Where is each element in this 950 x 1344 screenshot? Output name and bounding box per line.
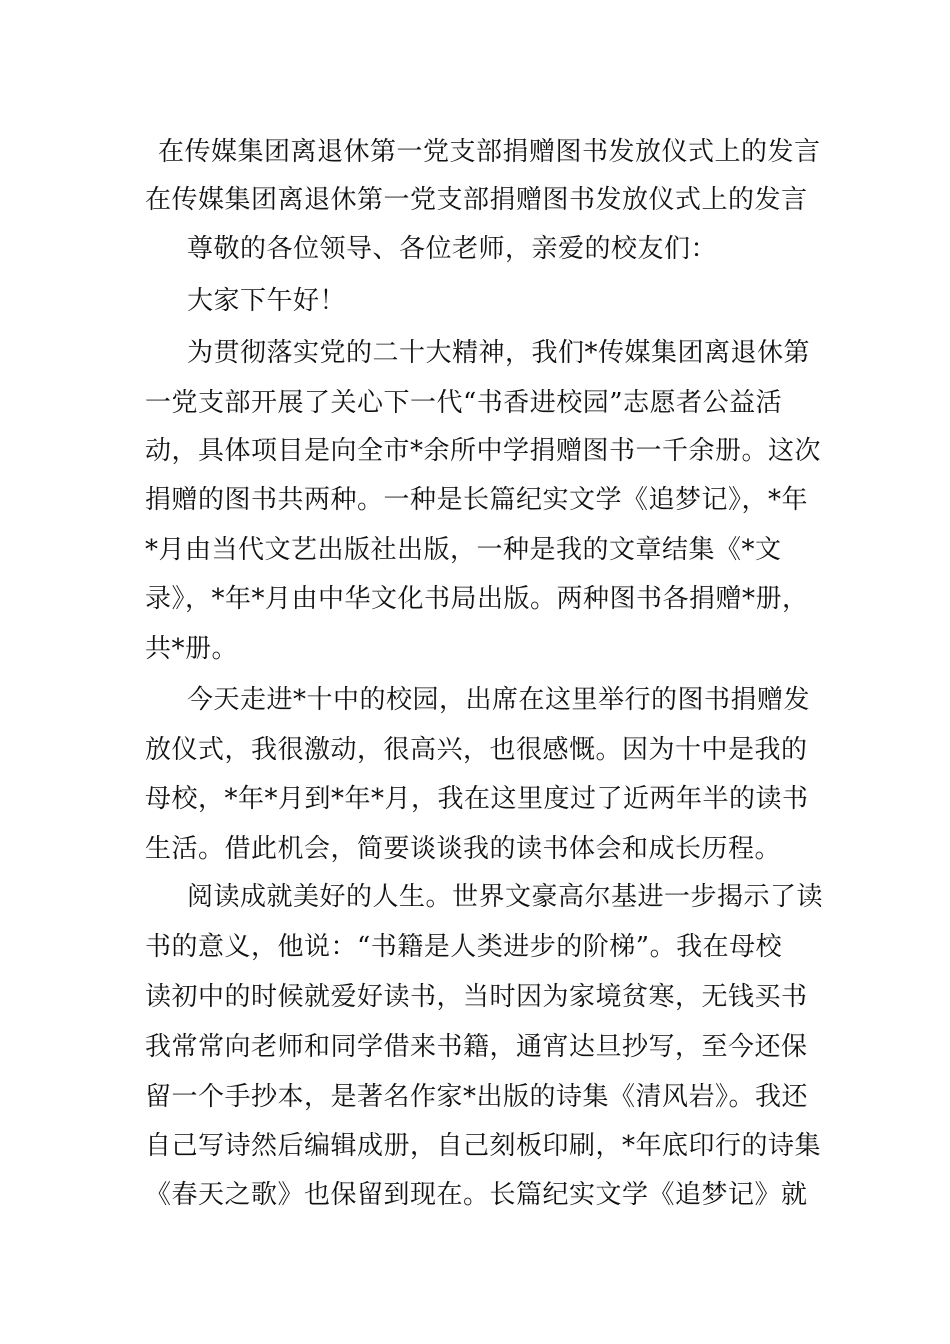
paragraph-line: 自己写诗然后编辑成册，自己刻板印刷，*年底印行的诗集 — [145, 1131, 822, 1161]
document-subtitle: 在传媒集团离退休第一党支部捐赠图书发放仪式上的发言 — [145, 185, 808, 215]
paragraph-line: 为贯彻落实党的二十大精神，我们*传媒集团离退休第 — [187, 338, 811, 368]
paragraph-line: 一党支部开展了关心下一代“书香进校园”志愿者公益活 — [145, 388, 783, 418]
paragraph-line: 放仪式，我很激动，很高兴，也很感慨。因为十中是我的 — [145, 735, 808, 765]
paragraph-line: *月由当代文艺出版社出版，一种是我的文章结集《*文 — [145, 535, 782, 565]
paragraph-line: 母校，*年*月到*年*月，我在这里度过了近两年半的读书 — [145, 784, 809, 814]
paragraph-line: 捐赠的图书共两种。一种是长篇纪实文学《追梦记》，*年 — [145, 485, 809, 515]
salutation: 尊敬的各位领导、各位老师，亲爱的校友们： — [187, 234, 718, 264]
greeting: 大家下午好！ — [187, 286, 347, 316]
paragraph-line: 读初中的时候就爱好读书，当时因为家境贫寒，无钱买书 — [145, 982, 808, 1012]
paragraph-line: 留一个手抄本，是著名作家*出版的诗集《清风岩》。我还 — [145, 1082, 809, 1112]
paragraph-line: 书的意义，他说：“书籍是人类进步的阶梯”。我在母校 — [145, 932, 783, 962]
paragraph-line: 共*册。 — [145, 634, 239, 664]
paragraph-line: 今天走进*十中的校园，出席在这里举行的图书捐赠发 — [187, 685, 811, 715]
document-title: 在传媒集团离退休第一党支部捐赠图书发放仪式上的发言 — [158, 137, 821, 167]
paragraph-line: 我常常向老师和同学借来书籍，通宵达旦抄写，至今还保 — [145, 1032, 808, 1062]
paragraph-line: 生活。借此机会，简要谈谈我的读书体会和成长历程。 — [145, 834, 782, 864]
paragraph-line: 录》，*年*月由中华文化书局出版。两种图书各捐赠*册， — [145, 584, 809, 614]
paragraph-line: 《春天之歌》也保留到现在。长篇纪实文学《追梦记》就 — [145, 1180, 808, 1210]
paragraph-line: 阅读成就美好的人生。世界文豪高尔基进一步揭示了读 — [187, 882, 824, 912]
paragraph-line: 动，具体项目是向全市*余所中学捐赠图书一千余册。这次 — [145, 436, 822, 466]
